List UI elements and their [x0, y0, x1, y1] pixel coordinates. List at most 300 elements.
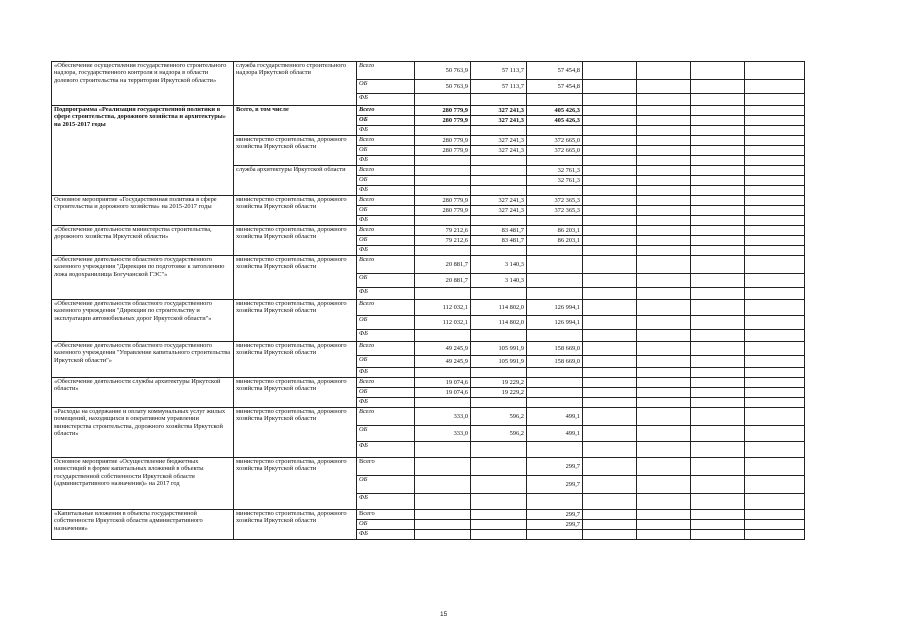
- empty-cell: [745, 288, 805, 300]
- activity-name-cell: «Обеспечение осуществления государственного строительного надзора, государственного контроля и надзора в области долевого строительства на территории Иркутской области»: [52, 62, 234, 106]
- amount-cell: 280 779,9: [415, 146, 471, 156]
- empty-cell: [745, 206, 805, 216]
- executor-cell: служба архитектуры Иркутской области: [234, 166, 357, 196]
- amount-cell: [471, 288, 527, 300]
- empty-cell: [637, 510, 691, 520]
- empty-cell: [691, 520, 745, 530]
- activity-name-cell: «Обеспечение деятельности областного государственного казенного учреждения "Управление капитального строительства Иркутской области"»: [52, 342, 234, 378]
- funding-source-cell: ФБ: [357, 288, 415, 300]
- funding-source-cell: ОБ: [357, 520, 415, 530]
- empty-cell: [583, 408, 637, 426]
- funding-source-cell: Всего: [357, 226, 415, 236]
- funding-source-cell: Всего: [357, 378, 415, 388]
- empty-cell: [583, 106, 637, 116]
- empty-cell: [691, 426, 745, 442]
- empty-cell: [637, 146, 691, 156]
- empty-cell: [637, 288, 691, 300]
- activity-name-cell: «Обеспечение деятельности министерства строительства, дорожного хозяйства Иркутской области»: [52, 226, 234, 256]
- empty-cell: [691, 530, 745, 540]
- empty-cell: [691, 442, 745, 458]
- amount-cell: [415, 216, 471, 226]
- amount-cell: [527, 330, 583, 342]
- amount-cell: [415, 510, 471, 520]
- empty-cell: [583, 236, 637, 246]
- amount-cell: [527, 156, 583, 166]
- empty-cell: [745, 476, 805, 494]
- funding-source-cell: ОБ: [357, 388, 415, 398]
- empty-cell: [691, 80, 745, 94]
- amount-cell: [527, 398, 583, 408]
- empty-cell: [637, 80, 691, 94]
- amount-cell: 158 669,0: [527, 342, 583, 356]
- empty-cell: [583, 94, 637, 106]
- empty-cell: [745, 368, 805, 378]
- empty-cell: [583, 196, 637, 206]
- empty-cell: [745, 426, 805, 442]
- funding-source-cell: Всего: [357, 62, 415, 80]
- amount-cell: [471, 476, 527, 494]
- empty-cell: [637, 398, 691, 408]
- funding-source-cell: Всего: [357, 408, 415, 426]
- funding-source-cell: Всего: [357, 510, 415, 520]
- amount-cell: 126 994,1: [527, 300, 583, 316]
- activity-name-cell: «Обеспечение деятельности областного государственного казенного учреждения "Дирекция по строительству и эксплуатации автомобильных дорог Иркутской области"»: [52, 300, 234, 342]
- amount-cell: [527, 368, 583, 378]
- empty-cell: [637, 94, 691, 106]
- funding-source-cell: ФБ: [357, 530, 415, 540]
- amount-cell: 126 994,1: [527, 316, 583, 330]
- funding-source-cell: ОБ: [357, 356, 415, 368]
- executor-cell: Всего, в том числе: [234, 106, 357, 136]
- amount-cell: [415, 368, 471, 378]
- amount-cell: 49 245,9: [415, 342, 471, 356]
- amount-cell: [471, 330, 527, 342]
- amount-cell: [471, 186, 527, 196]
- empty-cell: [637, 136, 691, 146]
- empty-cell: [583, 368, 637, 378]
- amount-cell: 596,2: [471, 426, 527, 442]
- funding-source-cell: Всего: [357, 256, 415, 274]
- amount-cell: 50 763,9: [415, 80, 471, 94]
- amount-cell: 299,7: [527, 476, 583, 494]
- funding-source-cell: Всего: [357, 136, 415, 146]
- empty-cell: [691, 288, 745, 300]
- table-row: [52, 458, 805, 476]
- empty-cell: [745, 388, 805, 398]
- amount-cell: 327 241,3: [471, 196, 527, 206]
- empty-cell: [583, 530, 637, 540]
- empty-cell: [583, 356, 637, 368]
- amount-cell: 327 241,3: [471, 206, 527, 216]
- empty-cell: [637, 196, 691, 206]
- empty-cell: [745, 136, 805, 146]
- empty-cell: [583, 206, 637, 216]
- amount-cell: [471, 176, 527, 186]
- empty-cell: [745, 256, 805, 274]
- empty-cell: [691, 316, 745, 330]
- empty-cell: [745, 106, 805, 116]
- empty-cell: [745, 356, 805, 368]
- empty-cell: [637, 458, 691, 476]
- executor-cell: служба государственного строительного надзора Иркутской области: [234, 62, 357, 106]
- empty-cell: [691, 126, 745, 136]
- activity-name-cell: «Обеспечение деятельности службы архитектуры Иркутской области»: [52, 378, 234, 408]
- financing-table: [51, 61, 805, 540]
- amount-cell: 3 140,3: [471, 256, 527, 274]
- empty-cell: [691, 146, 745, 156]
- empty-cell: [637, 476, 691, 494]
- amount-cell: [415, 398, 471, 408]
- funding-source-cell: ОБ: [357, 176, 415, 186]
- table-row: [52, 510, 805, 520]
- table-row: [52, 62, 805, 80]
- empty-cell: [691, 236, 745, 246]
- empty-cell: [745, 226, 805, 236]
- amount-cell: [527, 274, 583, 288]
- amount-cell: [471, 494, 527, 510]
- funding-source-cell: Всего: [357, 166, 415, 176]
- empty-cell: [583, 176, 637, 186]
- empty-cell: [691, 368, 745, 378]
- amount-cell: [471, 442, 527, 458]
- amount-cell: 405 426,3: [527, 116, 583, 126]
- table-row: [52, 256, 805, 274]
- empty-cell: [691, 246, 745, 256]
- amount-cell: [527, 530, 583, 540]
- empty-cell: [583, 510, 637, 520]
- amount-cell: 3 140,3: [471, 274, 527, 288]
- empty-cell: [637, 166, 691, 176]
- empty-cell: [691, 156, 745, 166]
- empty-cell: [583, 274, 637, 288]
- empty-cell: [691, 206, 745, 216]
- empty-cell: [583, 316, 637, 330]
- empty-cell: [745, 274, 805, 288]
- table-row: [52, 226, 805, 236]
- amount-cell: [527, 186, 583, 196]
- empty-cell: [745, 126, 805, 136]
- funding-source-cell: Всего: [357, 342, 415, 356]
- amount-cell: 83 481,7: [471, 226, 527, 236]
- empty-cell: [637, 300, 691, 316]
- amount-cell: [471, 166, 527, 176]
- funding-source-cell: ФБ: [357, 246, 415, 256]
- empty-cell: [745, 80, 805, 94]
- amount-cell: [415, 530, 471, 540]
- amount-cell: 405 426,3: [527, 106, 583, 116]
- amount-cell: 299,7: [527, 520, 583, 530]
- empty-cell: [583, 378, 637, 388]
- amount-cell: 57 454,8: [527, 62, 583, 80]
- activity-name-cell: Основное мероприятие «Осуществление бюджетных инвестиций в форме капитальных вложений в объекты государственной собственности Иркутской области (административного назначения)» на 2017 год: [52, 458, 234, 510]
- amount-cell: [527, 256, 583, 274]
- empty-cell: [583, 342, 637, 356]
- executor-cell: министерство строительства, дорожного хозяйства Иркутской области: [234, 408, 357, 458]
- empty-cell: [583, 256, 637, 274]
- amount-cell: 19 074,6: [415, 378, 471, 388]
- table-row: [52, 342, 805, 356]
- funding-source-cell: ФБ: [357, 368, 415, 378]
- empty-cell: [691, 342, 745, 356]
- amount-cell: 372 365,3: [527, 196, 583, 206]
- amount-cell: 114 802,0: [471, 316, 527, 330]
- funding-source-cell: ФБ: [357, 186, 415, 196]
- empty-cell: [637, 330, 691, 342]
- empty-cell: [637, 62, 691, 80]
- amount-cell: [527, 442, 583, 458]
- funding-source-cell: ОБ: [357, 426, 415, 442]
- empty-cell: [583, 398, 637, 408]
- empty-cell: [637, 206, 691, 216]
- amount-cell: 499,1: [527, 408, 583, 426]
- empty-cell: [637, 156, 691, 166]
- empty-cell: [637, 356, 691, 368]
- funding-source-cell: ОБ: [357, 116, 415, 126]
- empty-cell: [637, 378, 691, 388]
- empty-cell: [637, 520, 691, 530]
- funding-source-cell: ФБ: [357, 330, 415, 342]
- empty-cell: [745, 246, 805, 256]
- empty-cell: [637, 216, 691, 226]
- amount-cell: 114 802,0: [471, 300, 527, 316]
- executor-cell: министерство строительства, дорожного хозяйства Иркутской области: [234, 510, 357, 540]
- amount-cell: 32 761,3: [527, 176, 583, 186]
- amount-cell: [471, 398, 527, 408]
- empty-cell: [583, 62, 637, 80]
- empty-cell: [745, 62, 805, 80]
- amount-cell: 19 229,2: [471, 388, 527, 398]
- empty-cell: [691, 494, 745, 510]
- amount-cell: [415, 442, 471, 458]
- empty-cell: [691, 300, 745, 316]
- executor-cell: министерство строительства, дорожного хозяйства Иркутской области: [234, 226, 357, 256]
- amount-cell: 280 779,9: [415, 206, 471, 216]
- empty-cell: [691, 398, 745, 408]
- empty-cell: [745, 458, 805, 476]
- empty-cell: [637, 442, 691, 458]
- amount-cell: 83 481,7: [471, 236, 527, 246]
- empty-cell: [691, 216, 745, 226]
- activity-name-cell: Основное мероприятие «Государственная политика в сфере строительства и дорожного хозяйства» на 2015-2017 годы: [52, 196, 234, 226]
- empty-cell: [745, 520, 805, 530]
- empty-cell: [745, 186, 805, 196]
- amount-cell: 280 779,9: [415, 116, 471, 126]
- amount-cell: 333,0: [415, 408, 471, 426]
- amount-cell: [471, 458, 527, 476]
- empty-cell: [745, 330, 805, 342]
- empty-cell: [637, 226, 691, 236]
- funding-source-cell: ОБ: [357, 316, 415, 330]
- amount-cell: [415, 520, 471, 530]
- empty-cell: [745, 300, 805, 316]
- funding-source-cell: ФБ: [357, 494, 415, 510]
- empty-cell: [691, 458, 745, 476]
- empty-cell: [583, 520, 637, 530]
- empty-cell: [637, 256, 691, 274]
- amount-cell: 19 074,6: [415, 388, 471, 398]
- table-row: [52, 408, 805, 426]
- amount-cell: [527, 388, 583, 398]
- amount-cell: [471, 246, 527, 256]
- amount-cell: 372 365,3: [527, 206, 583, 216]
- amount-cell: 280 779,9: [415, 196, 471, 206]
- amount-cell: 20 881,7: [415, 256, 471, 274]
- empty-cell: [691, 330, 745, 342]
- empty-cell: [691, 94, 745, 106]
- executor-cell: министерство строительства, дорожного хозяйства Иркутской области: [234, 342, 357, 378]
- amount-cell: [527, 494, 583, 510]
- empty-cell: [583, 146, 637, 156]
- amount-cell: [527, 378, 583, 388]
- table-row: [52, 106, 805, 116]
- empty-cell: [583, 116, 637, 126]
- amount-cell: [415, 126, 471, 136]
- empty-cell: [691, 378, 745, 388]
- empty-cell: [583, 156, 637, 166]
- empty-cell: [745, 94, 805, 106]
- amount-cell: 105 991,9: [471, 342, 527, 356]
- amount-cell: [471, 156, 527, 166]
- empty-cell: [637, 408, 691, 426]
- empty-cell: [583, 426, 637, 442]
- empty-cell: [745, 342, 805, 356]
- amount-cell: [415, 288, 471, 300]
- amount-cell: 112 032,1: [415, 300, 471, 316]
- amount-cell: 112 032,1: [415, 316, 471, 330]
- amount-cell: 86 203,1: [527, 226, 583, 236]
- empty-cell: [691, 256, 745, 274]
- empty-cell: [745, 494, 805, 510]
- empty-cell: [583, 442, 637, 458]
- executor-cell: министерство строительства, дорожного хозяйства Иркутской области: [234, 300, 357, 342]
- empty-cell: [583, 226, 637, 236]
- amount-cell: [471, 520, 527, 530]
- empty-cell: [637, 126, 691, 136]
- empty-cell: [691, 176, 745, 186]
- funding-source-cell: Всего: [357, 300, 415, 316]
- funding-source-cell: ФБ: [357, 126, 415, 136]
- empty-cell: [583, 126, 637, 136]
- amount-cell: 499,1: [527, 426, 583, 442]
- amount-cell: [527, 126, 583, 136]
- amount-cell: [527, 288, 583, 300]
- empty-cell: [691, 476, 745, 494]
- empty-cell: [691, 388, 745, 398]
- table-row: [52, 196, 805, 206]
- amount-cell: 79 212,6: [415, 226, 471, 236]
- empty-cell: [637, 388, 691, 398]
- amount-cell: 86 203,1: [527, 236, 583, 246]
- empty-cell: [691, 510, 745, 520]
- empty-cell: [691, 186, 745, 196]
- empty-cell: [637, 274, 691, 288]
- amount-cell: 372 665,0: [527, 136, 583, 146]
- empty-cell: [637, 494, 691, 510]
- amount-cell: [527, 94, 583, 106]
- amount-cell: 327 241,3: [471, 146, 527, 156]
- amount-cell: [415, 246, 471, 256]
- amount-cell: [415, 156, 471, 166]
- executor-cell: министерство строительства, дорожного хозяйства Иркутской области: [234, 458, 357, 510]
- empty-cell: [637, 368, 691, 378]
- amount-cell: 20 881,7: [415, 274, 471, 288]
- empty-cell: [745, 166, 805, 176]
- executor-cell: министерство строительства, дорожного хозяйства Иркутской области: [234, 196, 357, 226]
- amount-cell: [415, 330, 471, 342]
- executor-cell: министерство строительства, дорожного хозяйства Иркутской области: [234, 256, 357, 300]
- amount-cell: 327 241,3: [471, 106, 527, 116]
- empty-cell: [583, 476, 637, 494]
- amount-cell: [415, 458, 471, 476]
- empty-cell: [583, 216, 637, 226]
- page-number: 15: [440, 611, 448, 618]
- amount-cell: 327 241,3: [471, 136, 527, 146]
- empty-cell: [745, 398, 805, 408]
- amount-cell: [415, 166, 471, 176]
- amount-cell: [415, 494, 471, 510]
- amount-cell: 372 665,0: [527, 146, 583, 156]
- empty-cell: [583, 186, 637, 196]
- empty-cell: [691, 408, 745, 426]
- empty-cell: [745, 378, 805, 388]
- empty-cell: [745, 530, 805, 540]
- empty-cell: [745, 156, 805, 166]
- amount-cell: 327 241,3: [471, 116, 527, 126]
- empty-cell: [745, 408, 805, 426]
- empty-cell: [637, 186, 691, 196]
- amount-cell: [471, 530, 527, 540]
- amount-cell: 50 763,9: [415, 62, 471, 80]
- amount-cell: [415, 476, 471, 494]
- executor-cell: министерство строительства, дорожного хозяйства Иркутской области: [234, 378, 357, 408]
- funding-source-cell: ОБ: [357, 206, 415, 216]
- empty-cell: [637, 106, 691, 116]
- empty-cell: [691, 116, 745, 126]
- empty-cell: [691, 226, 745, 236]
- funding-source-cell: ОБ: [357, 236, 415, 246]
- empty-cell: [583, 246, 637, 256]
- empty-cell: [583, 330, 637, 342]
- funding-source-cell: ФБ: [357, 216, 415, 226]
- amount-cell: 105 991,9: [471, 356, 527, 368]
- empty-cell: [583, 300, 637, 316]
- amount-cell: [471, 216, 527, 226]
- table-row: [52, 300, 805, 316]
- funding-source-cell: ФБ: [357, 442, 415, 458]
- empty-cell: [637, 316, 691, 330]
- funding-source-cell: ФБ: [357, 94, 415, 106]
- amount-cell: 49 245,9: [415, 356, 471, 368]
- activity-name-cell: «Расходы на содержание и оплату коммунальных услуг жилых помещений, находящихся в оперативном управлении министерства строительства, дорожного хозяйства Иркутской области»: [52, 408, 234, 458]
- empty-cell: [745, 316, 805, 330]
- empty-cell: [691, 166, 745, 176]
- empty-cell: [637, 426, 691, 442]
- empty-cell: [691, 136, 745, 146]
- empty-cell: [691, 196, 745, 206]
- empty-cell: [637, 342, 691, 356]
- funding-source-cell: ФБ: [357, 398, 415, 408]
- empty-cell: [745, 116, 805, 126]
- executor-cell: министерство строительства, дорожного хозяйства Иркутской области: [234, 136, 357, 166]
- empty-cell: [583, 136, 637, 146]
- funding-source-cell: ОБ: [357, 476, 415, 494]
- amount-cell: 280 779,9: [415, 136, 471, 146]
- empty-cell: [745, 176, 805, 186]
- funding-source-cell: Всего: [357, 458, 415, 476]
- amount-cell: [415, 176, 471, 186]
- funding-source-cell: Всего: [357, 196, 415, 206]
- amount-cell: 158 669,0: [527, 356, 583, 368]
